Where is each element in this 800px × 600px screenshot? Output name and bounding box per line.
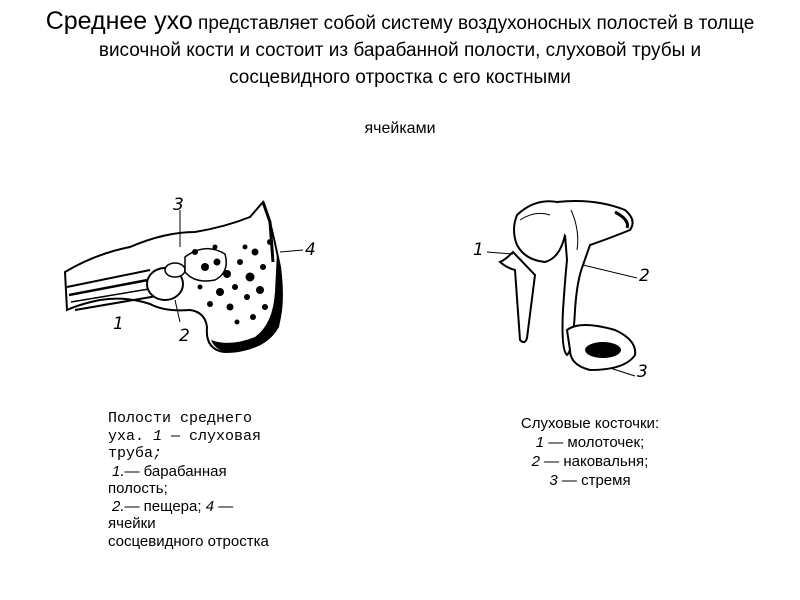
caption-left-line-2 [108,428,338,446]
caption-right-heading: Слуховые косточки: [520,415,660,432]
caption-right-number-2: 2 [531,453,540,470]
title-continuation: ячейками [364,120,436,137]
caption-left-number-4: 4 [205,497,215,515]
caption-right-item-2 [490,452,690,471]
figure-right-label-2: 2 [639,266,650,286]
caption-right-item-1 [490,433,690,452]
caption-left-line-3 [108,445,338,463]
caption-left-line-3b: ; [153,445,163,462]
caption-left-number-1: 1 [153,427,163,445]
caption-left-line-1: Полости среднего [108,410,253,427]
auditory-ossicles-figure [465,190,680,385]
middle-ear-cavities-drawing [55,192,325,367]
caption-left-line-4 [108,463,338,481]
auditory-ossicles-drawing [465,190,680,385]
caption-left-line-6a: — пещера; [124,497,206,515]
figure-right-label-1: 1 [473,240,484,260]
caption-left-line-6b: — [214,497,234,515]
caption-left-line-4-text: — барабанная [124,462,227,480]
caption-left-line-2a: уха. [108,427,154,445]
figure-left-label-1: 1 [113,314,124,334]
title-lead: Среднее ухо [45,7,193,35]
figure-left-caption [108,410,338,550]
caption-left-line-8: сосцевидного отростка [108,532,269,550]
caption-right-item-3 [490,471,690,490]
figure-right-label-3: 3 [637,362,648,382]
figure-left-label-2: 2 [179,326,190,346]
slide-title [40,8,760,91]
caption-right-item-1-text: — молоточек; [544,434,645,451]
caption-right-item-2-text: — наковальня; [540,453,649,470]
caption-right-number-1: 1 [535,434,545,451]
caption-left-line-6 [108,498,338,516]
caption-left-number-2: 1. [112,462,125,480]
figure-left-label-4: 4 [305,240,316,260]
caption-left-line-7: ячейки [108,515,156,532]
caption-left-number-3: 2. [112,497,125,515]
middle-ear-cavities-figure [55,192,325,367]
figure-right-caption [490,414,690,490]
caption-left-line-2b: — слуховая [162,427,262,445]
title-rest: представляет собой систему воздухоносных полостей в толще височной кости и состоит из барабанной полости, слуховой трубы и сосцевидного отростка с его костными [98,13,755,88]
caption-right-item-3-text: — стремя [557,472,631,489]
caption-left-line-5: полость; [108,480,168,497]
figure-left-label-3: 3 [173,195,184,215]
caption-right-number-3: 3 [549,472,558,489]
caption-left-line-3a: труба [108,445,154,462]
